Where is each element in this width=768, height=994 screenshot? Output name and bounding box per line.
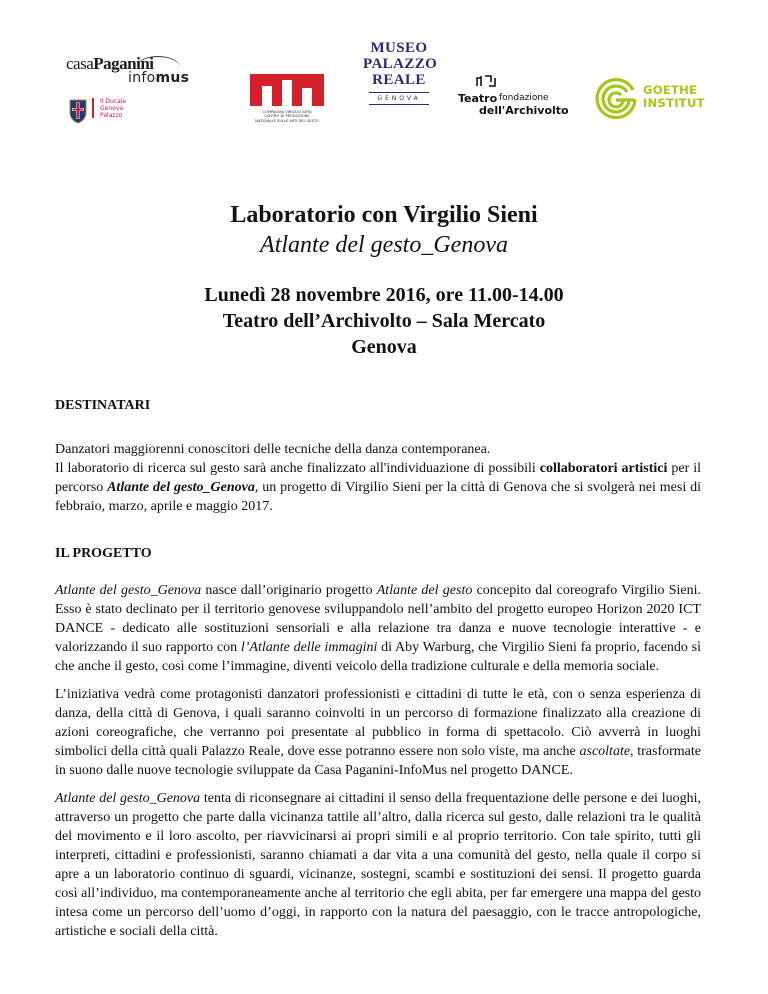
document-body [55,396,701,941]
section-progetto [55,544,701,941]
event-date: Lunedì 28 novembre 2016, ore 11.00-14.00 [204,284,564,306]
event-info [0,282,768,360]
teatro-archivolto-logo [455,74,569,117]
logo-strip [0,0,768,140]
museo-palazzo-reale-logo [363,40,438,132]
casa-paganini-text: casaPaganini [66,54,154,73]
goethe-institut-logo [593,76,723,126]
teatro-line3: dell'Archivolto [479,104,569,117]
casa-paganini-infomus-logo [66,52,216,92]
museo-line3: REALE [372,72,426,88]
compagnia-mark-icon [248,72,326,108]
museo-line4: GENOVA [377,95,421,102]
museo-rule-bottom [369,104,429,105]
progetto-paragraph-2: L’iniziativa vedrà come protagonisti danzatori professionisti e cittadini di tutte le età, con o senza esperienza di danza, della città di Genova, i quali saranno coinvolti in un percorso di formazione finalizzato alla creazione di azioni coreografiche, che verranno poi presentate al pubblico in forma di spettacolo. Ciò avverrà in luoghi simbolici della città quali Palazzo Reale, dove esse potranno essere non solo viste, ma anche ascoltate, trasformate in suono dalle nuove tecnologie sviluppate da Casa Paganini-InfoMus nel progetto DANCE. [55,687,702,778]
ducale-text: Il Ducale Genova Palazzo [100,98,127,119]
event-venue: Teatro dell’Archivolto – Sala Mercato [222,310,546,332]
section-heading-destinatari: DESTINATARI [55,398,151,413]
progetto-paragraph-3: Atlante del gesto_Genova tenta di riconsegnare ai cittadini il senso della frequentazione delle persone e dei luoghi, attraverso un progetto che parte dalla vicinanza tattile all’altro, dalla ricerca sul gesto, dalle relazioni tra le qualità del movimento e il loro ascolto, per riavvicinarsi ai propri simili e al proprio territorio. Con tale spirito, tutti gli interpreti, cittadini e professionisti, saranno chiamati a dar vita a una comunità del gesto, nella quale il corpo si apre a un laboratorio continuo di sguardi, vicinanze, sostegni, scambi e sostituzioni dei sensi. Il progetto guarda così all’individuo, ma contemporaneamente anche al territorio che egli abita, per far emergere una mappa del gesto intesa come un percorso dell’uomo d’oggi, in rapporto con la natura del paesaggio, con le tracce antropologiche, artistiche e sociali della città. [55,791,701,939]
teatro-mark-icon [475,74,497,88]
genova-crests-logo [68,98,128,132]
teatro-line2: fondazione [499,93,549,103]
goethe-text: GOETHE INSTITUT [643,83,705,110]
event-city: Genova [351,336,417,358]
title-block [0,200,768,260]
museo-rule [369,92,429,93]
progetto-paragraph-1: Atlante del gesto_Genova nasce dall’originario progetto Atlante del gesto concepito dal coreografo Virgilio Sieni. Esso è stato declinato per il territorio genovese sviluppandolo nell’ambito del progetto europeo Horizon 2020 ICT DANCE - dedicato alle sostituzioni sensoriali e alla relazione tra danza e nuove tecnologie interattive - e valorizzando il suo rapporto con l’Atlante delle immagini di Aby Warburg, che Virgilio Sieni fa proprio, facendo sì che anche il gesto, così come l’immagine, diventi veicolo della tradizione culturale e della memoria sociale. [55,583,702,674]
goethe-circle-icon [593,76,639,122]
page-title: Laboratorio con Virgilio Sieni [230,202,538,228]
compagnia-text: COMPAGNIA VIRGILIO SIENI CENTRO DI PRODUZIONE NAZIONALE SULLE ARTI DEL GESTO [254,110,320,123]
museo-line2: PALAZZO [363,56,438,72]
destinatari-line1: Danzatori maggiorenni conoscitori delle tecniche della danza contemporanea. [55,442,491,457]
ducale-bar-icon [92,98,98,118]
infomus-text: infomus [128,70,190,86]
destinatari-paragraph: Il laboratorio di ricerca sul gesto sarà anche finalizzato all'individuazione di possibili collaboratori artistici per il percorso Atlante del gesto_Genova, un progetto di Virgilio Sieni per la città di Genova che si svolgerà nei mesi di febbraio, marzo, aprile e maggio 2017. [55,461,702,514]
compagnia-virgilio-sieni-logo [248,72,326,128]
genova-crest-icon [68,98,88,124]
museo-line1: MUSEO [370,40,428,56]
page-subtitle: Atlante del gesto_Genova [260,232,508,258]
section-heading-progetto: IL PROGETTO [55,546,152,561]
teatro-line1: Teatro [458,92,498,105]
